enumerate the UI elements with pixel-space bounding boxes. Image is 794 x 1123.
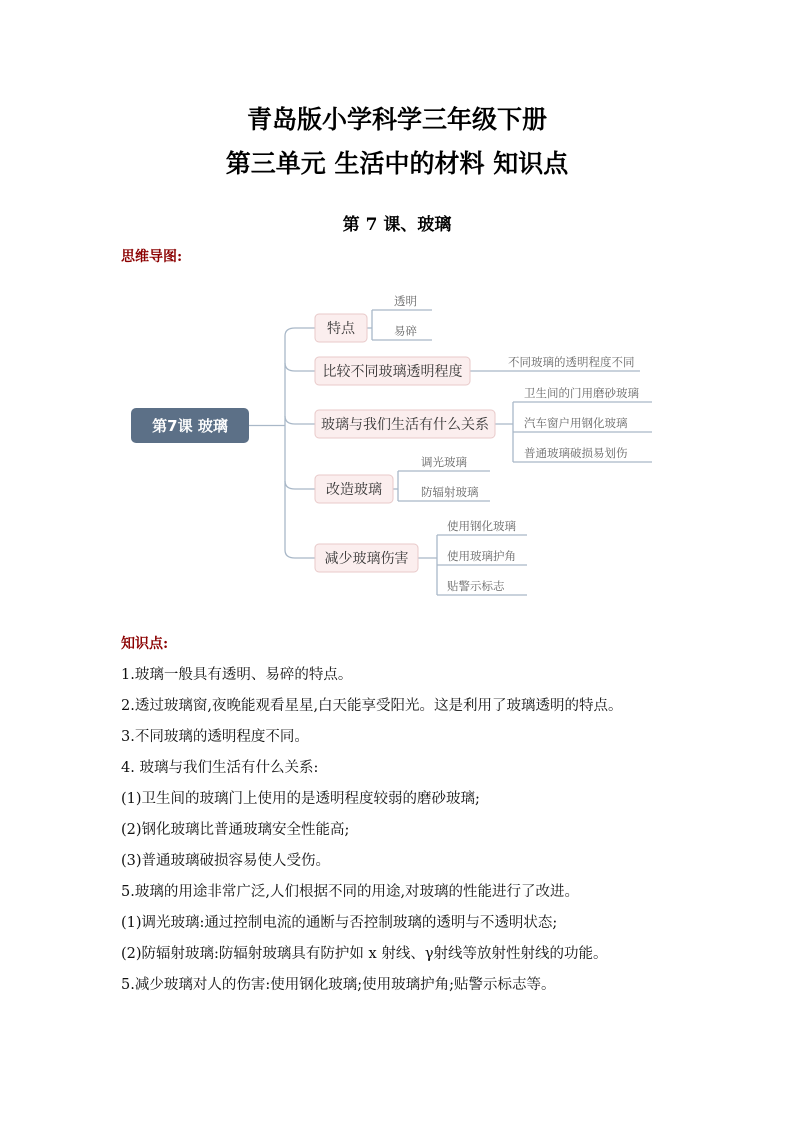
mindmap-branch (315, 355, 635, 385)
document-title: 青岛版小学科学三年级下册 (246, 105, 547, 134)
knowledge-point: 5.玻璃的用途非常广泛,人们根据不同的用途,对玻璃的性能进行了改进。 (121, 884, 580, 900)
mindmap-root-label: 第7课 玻璃 (152, 417, 228, 435)
knowledge-points-list (121, 660, 681, 1001)
document-subtitle: 第三单元 生活中的材料 知识点 (225, 149, 569, 178)
mindmap-branch (315, 294, 417, 342)
mindmap-leaf: 不同玻璃的透明程度不同 (508, 355, 635, 369)
knowledge-point: (2)钢化玻璃比普通玻璃安全性能高; (121, 822, 350, 838)
mindmap-branch-label: 特点 (327, 321, 355, 337)
knowledge-point: (2)防辐射玻璃:防辐射玻璃具有防护如 x 射线、γ射线等放射性射线的功能。 (121, 946, 608, 962)
mindmap-branch (315, 386, 639, 460)
mindmap-branch-label: 比较不同玻璃透明程度 (322, 364, 463, 380)
knowledge-point: 5.减少玻璃对人的伤害:使用钢化玻璃;使用玻璃护角;贴警示标志等。 (121, 977, 556, 993)
knowledge-point: 4. 玻璃与我们生活有什么关系: (121, 760, 319, 776)
mindmap-leaf: 使用钢化玻璃 (447, 519, 516, 533)
lesson-heading: 第 7 课、玻璃 (342, 215, 452, 235)
knowledge-point: (3)普通玻璃破损容易使人受伤。 (121, 853, 331, 869)
mindmap-leaf: 透明 (394, 294, 417, 308)
knowledge-point: (1)调光玻璃:通过控制电流的通断与否控制玻璃的透明与不透明状态; (121, 915, 558, 931)
mindmap-branch (315, 519, 516, 593)
mindmap-branch-label: 减少玻璃伤害 (324, 551, 409, 567)
knowledge-point: 2.透过玻璃窗,夜晚能观看星星,白天能享受阳光。这是利用了玻璃透明的特点。 (121, 698, 623, 714)
mindmap-leaf: 调光玻璃 (421, 455, 467, 469)
mindmap-leaf: 使用玻璃护角 (447, 549, 516, 563)
mindmap-branch (315, 455, 479, 503)
mindmap-leaf: 普通玻璃破损易划伤 (524, 446, 628, 460)
mindmap-branch-label: 玻璃与我们生活有什么关系 (321, 417, 489, 433)
mind-map (0, 280, 794, 610)
mindmap-leaf: 卫生间的门用磨砂玻璃 (524, 386, 639, 400)
knowledge-point: 3.不同玻璃的透明程度不同。 (121, 729, 309, 745)
knowledge-point: 1.玻璃一般具有透明、易碎的特点。 (121, 667, 353, 683)
mindmap-root (131, 408, 249, 443)
mindmap-leaf: 防辐射玻璃 (421, 485, 479, 499)
mindmap-leaf: 汽车窗户用钢化玻璃 (524, 416, 628, 430)
knowledge-points-label: 知识点: (121, 636, 169, 652)
knowledge-point: (1)卫生间的玻璃门上使用的是透明程度较弱的磨砂玻璃; (121, 791, 480, 807)
mindmap-branch-label: 改造玻璃 (326, 482, 382, 498)
mindmap-leaf: 易碎 (394, 324, 417, 338)
mindmap-leaf: 贴警示标志 (447, 579, 505, 593)
mindmap-label: 思维导图: (121, 249, 183, 265)
